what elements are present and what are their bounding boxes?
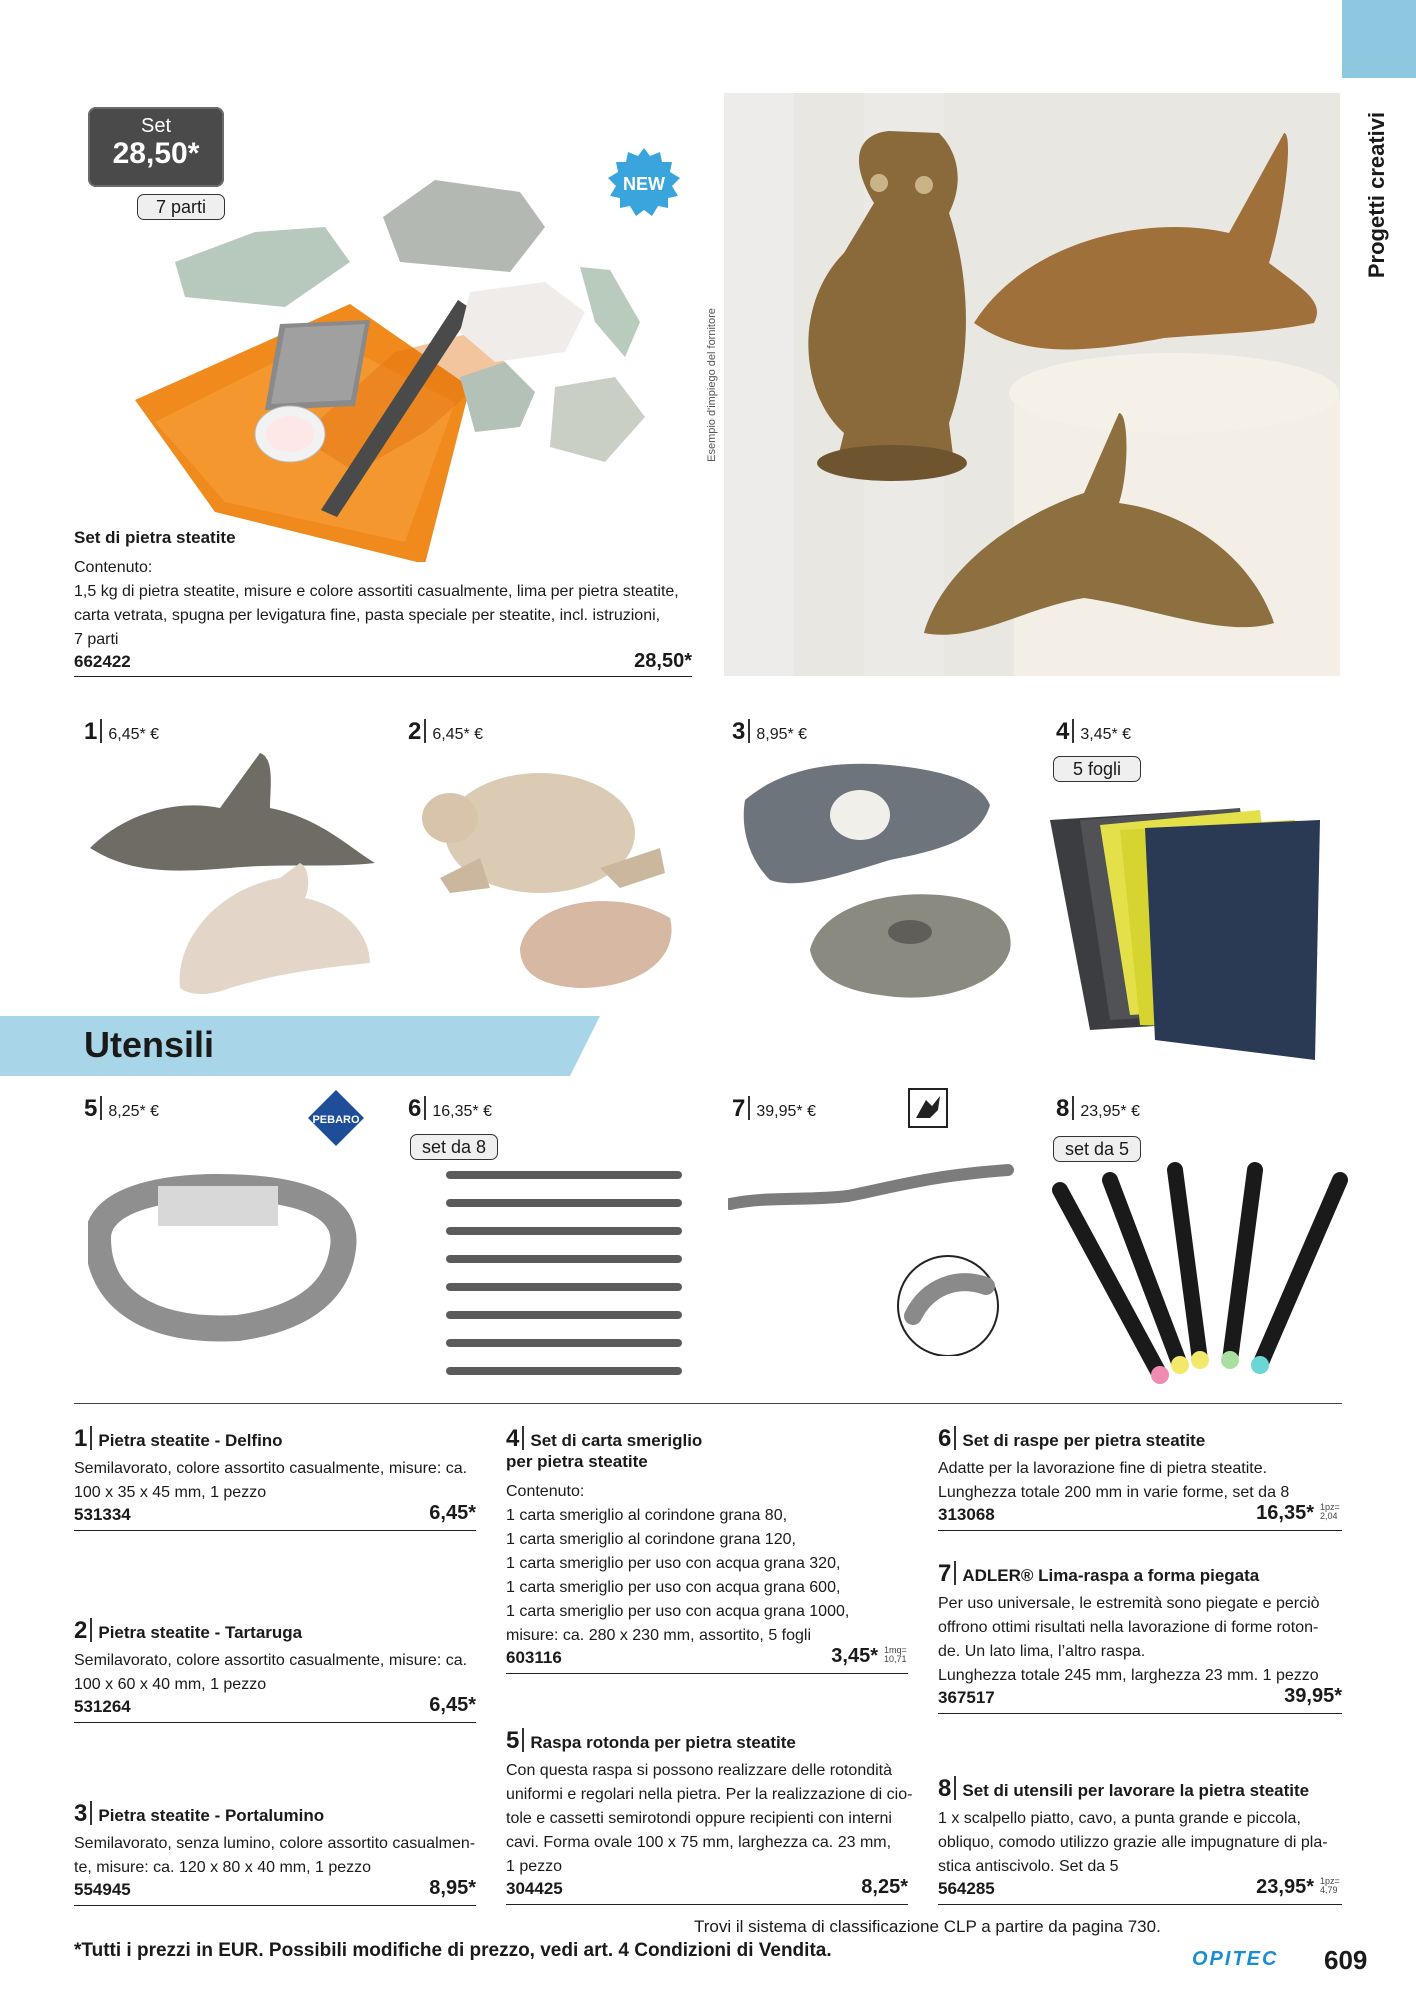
product-line: 1 pezzo	[506, 1858, 563, 1875]
product-price: 3,45*	[831, 1645, 878, 1667]
thumb-label-2: 2 6,45* €	[408, 718, 484, 745]
product-rule	[74, 1722, 476, 1723]
product-line: misure: ca. 280 x 230 mm, assortito, 5 fogli	[506, 1627, 812, 1644]
thumb-label-7: 7 39,95* €	[732, 1095, 816, 1122]
product-line: 1 x scalpello piatto, cavo, a punta grande e piccola,	[938, 1810, 1301, 1827]
product-line: 1 carta smeriglio per uso con acqua grana 600,	[506, 1579, 841, 1596]
product-line: Semilavorato, colore assortito casualmente, misure: ca.	[74, 1652, 468, 1669]
product-price: 39,95*	[1284, 1685, 1342, 1707]
parts-pill: 7 parti	[137, 194, 225, 220]
product-heading-6: 6 Set di raspe per pietra steatite	[938, 1425, 1206, 1452]
thumb-label-8: 8 23,95* €	[1056, 1095, 1140, 1122]
product-line: 1 carta smeriglio al corindone grana 80,	[506, 1507, 788, 1524]
article-number: 531334	[74, 1505, 131, 1524]
product-title-line2: per pietra steatite	[506, 1452, 648, 1471]
sheets-pill: 5 fogli	[1053, 756, 1141, 782]
product-line: Adatte per la lavorazione fine di pietra steatite.	[938, 1460, 1268, 1477]
product-line: Semilavorato, colore assortito casualmente, misure: ca.	[74, 1460, 468, 1477]
product-line: Con questa raspa si possono realizzare delle rotondità	[506, 1762, 893, 1779]
product-line: Semilavorato, senza lumino, colore assortito casualmen-	[74, 1835, 476, 1852]
product-price: 6,45*	[429, 1502, 476, 1524]
article-number: 304425	[506, 1879, 563, 1898]
set-label: Set	[140, 115, 172, 137]
thumb-label-4: 4 3,45* €	[1056, 718, 1132, 745]
new-text: NEW	[623, 174, 665, 194]
pebaro-text: PEBARO	[312, 1114, 360, 1126]
rasp-set-image	[438, 1166, 688, 1391]
product-rule	[938, 1530, 1342, 1531]
kit-line: Contenuto:	[74, 559, 153, 576]
product-line: 100 x 60 x 40 mm, 1 pezzo	[74, 1676, 267, 1693]
product-price: 16,35*	[1256, 1502, 1314, 1524]
unit-price: 1pz= 4,79	[1320, 1876, 1340, 1895]
unit-price: 1pz= 2,04	[1320, 1502, 1340, 1521]
clp-note: Trovi il sistema di classificazione CLP a partire da pagina 730.	[694, 1917, 1161, 1936]
product-line: tole e cassetti semirotondi oppure recipienti con interni	[506, 1810, 892, 1827]
product-line: de. Un lato lima, l’altro raspa.	[938, 1643, 1146, 1660]
kit-line: carta vetrata, spugna per levigatura fine, pasta speciale per steatite, incl. istruzioni,	[74, 607, 661, 624]
unit-price: 1mq= 10,71	[884, 1645, 907, 1664]
product-rule	[938, 1713, 1342, 1714]
page-number: 609	[1324, 1945, 1368, 1975]
product-line: 1 carta smeriglio per uso con acqua grana 1000,	[506, 1603, 850, 1620]
thumb-label-6: 6 16,35* €	[408, 1095, 492, 1122]
hero-credit: Esempio d'impiego del fornitore	[706, 308, 718, 462]
product-rule	[74, 1530, 476, 1531]
article-number: 564285	[938, 1879, 995, 1898]
article-number: 554945	[74, 1880, 131, 1899]
product-rule	[506, 1673, 908, 1674]
product-line: 1 carta smeriglio per uso con acqua grana 320,	[506, 1555, 841, 1572]
product-rule	[74, 1905, 476, 1906]
product-heading-4: 4 Set di carta smeriglio	[506, 1425, 703, 1452]
dolphin-stone-image	[80, 748, 380, 998]
product-line: te, misure: ca. 120 x 80 x 40 mm, 1 pezzo	[74, 1859, 372, 1876]
side-label: Progetti creativi	[1364, 111, 1389, 279]
tools-set-pill: set da 5	[1053, 1136, 1141, 1162]
product-heading-3: 3 Pietra steatite - Portalumino	[74, 1800, 325, 1827]
opitec-logo: OPITEC	[1192, 1948, 1279, 1970]
product-line: Lunghezza totale 200 mm in varie forme, set da 8	[938, 1484, 1290, 1501]
soapstone-kit-image	[125, 172, 685, 562]
product-line: Lunghezza totale 245 mm, larghezza 23 mm. 1 pezzo	[938, 1667, 1319, 1684]
article-number: 531264	[74, 1697, 131, 1716]
product-line: Contenuto:	[506, 1483, 585, 1500]
pebaro-logo-icon	[308, 1090, 364, 1146]
product-price: 6,45*	[429, 1694, 476, 1716]
product-line: obliquo, comodo utilizzo grazie alle impugnature di pla-	[938, 1834, 1328, 1851]
thumb-label-3: 3 8,95* €	[732, 718, 808, 745]
product-price: 23,95*	[1256, 1876, 1314, 1898]
product-heading-5: 5 Raspa rotonda per pietra steatite	[506, 1727, 796, 1754]
product-line: stica antiscivolo. Set da 5	[938, 1858, 1119, 1875]
article-number: 313068	[938, 1505, 995, 1524]
round-rasp-image	[88, 1168, 358, 1348]
thumb-label-1: 1 6,45* €	[84, 718, 160, 745]
product-line: 100 x 35 x 45 mm, 1 pezzo	[74, 1484, 267, 1501]
kit-rule	[74, 676, 692, 677]
product-heading-7: 7 ADLER® Lima-raspa a forma piegata	[938, 1560, 1260, 1587]
turtle-stone-image	[420, 748, 700, 998]
descriptions-divider	[74, 1403, 1342, 1404]
product-price: 8,95*	[429, 1877, 476, 1899]
product-rule	[938, 1904, 1342, 1905]
product-heading-1: 1 Pietra steatite - Delfino	[74, 1425, 283, 1452]
product-line: offrono ottimi risultati nella lavorazione di forme roton-	[938, 1619, 1319, 1636]
product-line: 1 carta smeriglio al corindone grana 120,	[506, 1531, 796, 1548]
kit-line: 1,5 kg di pietra steatite, misure e colore assortiti casualmente, lima per pietra steatite,	[74, 583, 679, 600]
section-title: Utensili	[84, 1024, 215, 1065]
bent-rasp-image	[728, 1156, 1018, 1356]
product-price: 8,25*	[861, 1876, 908, 1898]
product-rule	[506, 1904, 908, 1905]
price-footnote: *Tutti i prezzi in EUR. Possibili modifiche di prezzo, vedi art. 4 Condizioni di Vendita.	[74, 1940, 832, 1961]
product-line: Per uso universale, le estremità sono piegate e perciò	[938, 1595, 1320, 1612]
kit-article-number: 662422	[74, 652, 131, 671]
adler-logo-icon	[908, 1088, 948, 1128]
hero-sculptures-image	[724, 93, 1340, 676]
sandpaper-sheets-image	[1050, 790, 1330, 1060]
kit-price: 28,50*	[634, 650, 692, 672]
chisel-set-image	[1050, 1160, 1350, 1385]
rasp-set-pill: set da 8	[410, 1134, 498, 1160]
side-tab	[1342, 0, 1416, 78]
product-line: uniformi e regolari nella pietra. Per la realizzazione di cio-	[506, 1786, 913, 1803]
candle-holder-stone-image	[740, 760, 1020, 1010]
kit-line: 7 parti	[74, 631, 119, 648]
thumb-label-5: 5 8,25* €	[84, 1095, 160, 1122]
product-heading-8: 8 Set di utensili per lavorare la pietra steatite	[938, 1775, 1310, 1802]
article-number: 603116	[506, 1648, 562, 1667]
kit-title: Set di pietra steatite	[74, 528, 236, 547]
product-heading-2: 2 Pietra steatite - Tartaruga	[74, 1617, 303, 1644]
set-price: 28,50*	[112, 137, 200, 170]
article-number: 367517	[938, 1688, 995, 1707]
product-line: cavi. Forma ovale 100 x 75 mm, larghezza ca. 23 mm,	[506, 1834, 892, 1851]
